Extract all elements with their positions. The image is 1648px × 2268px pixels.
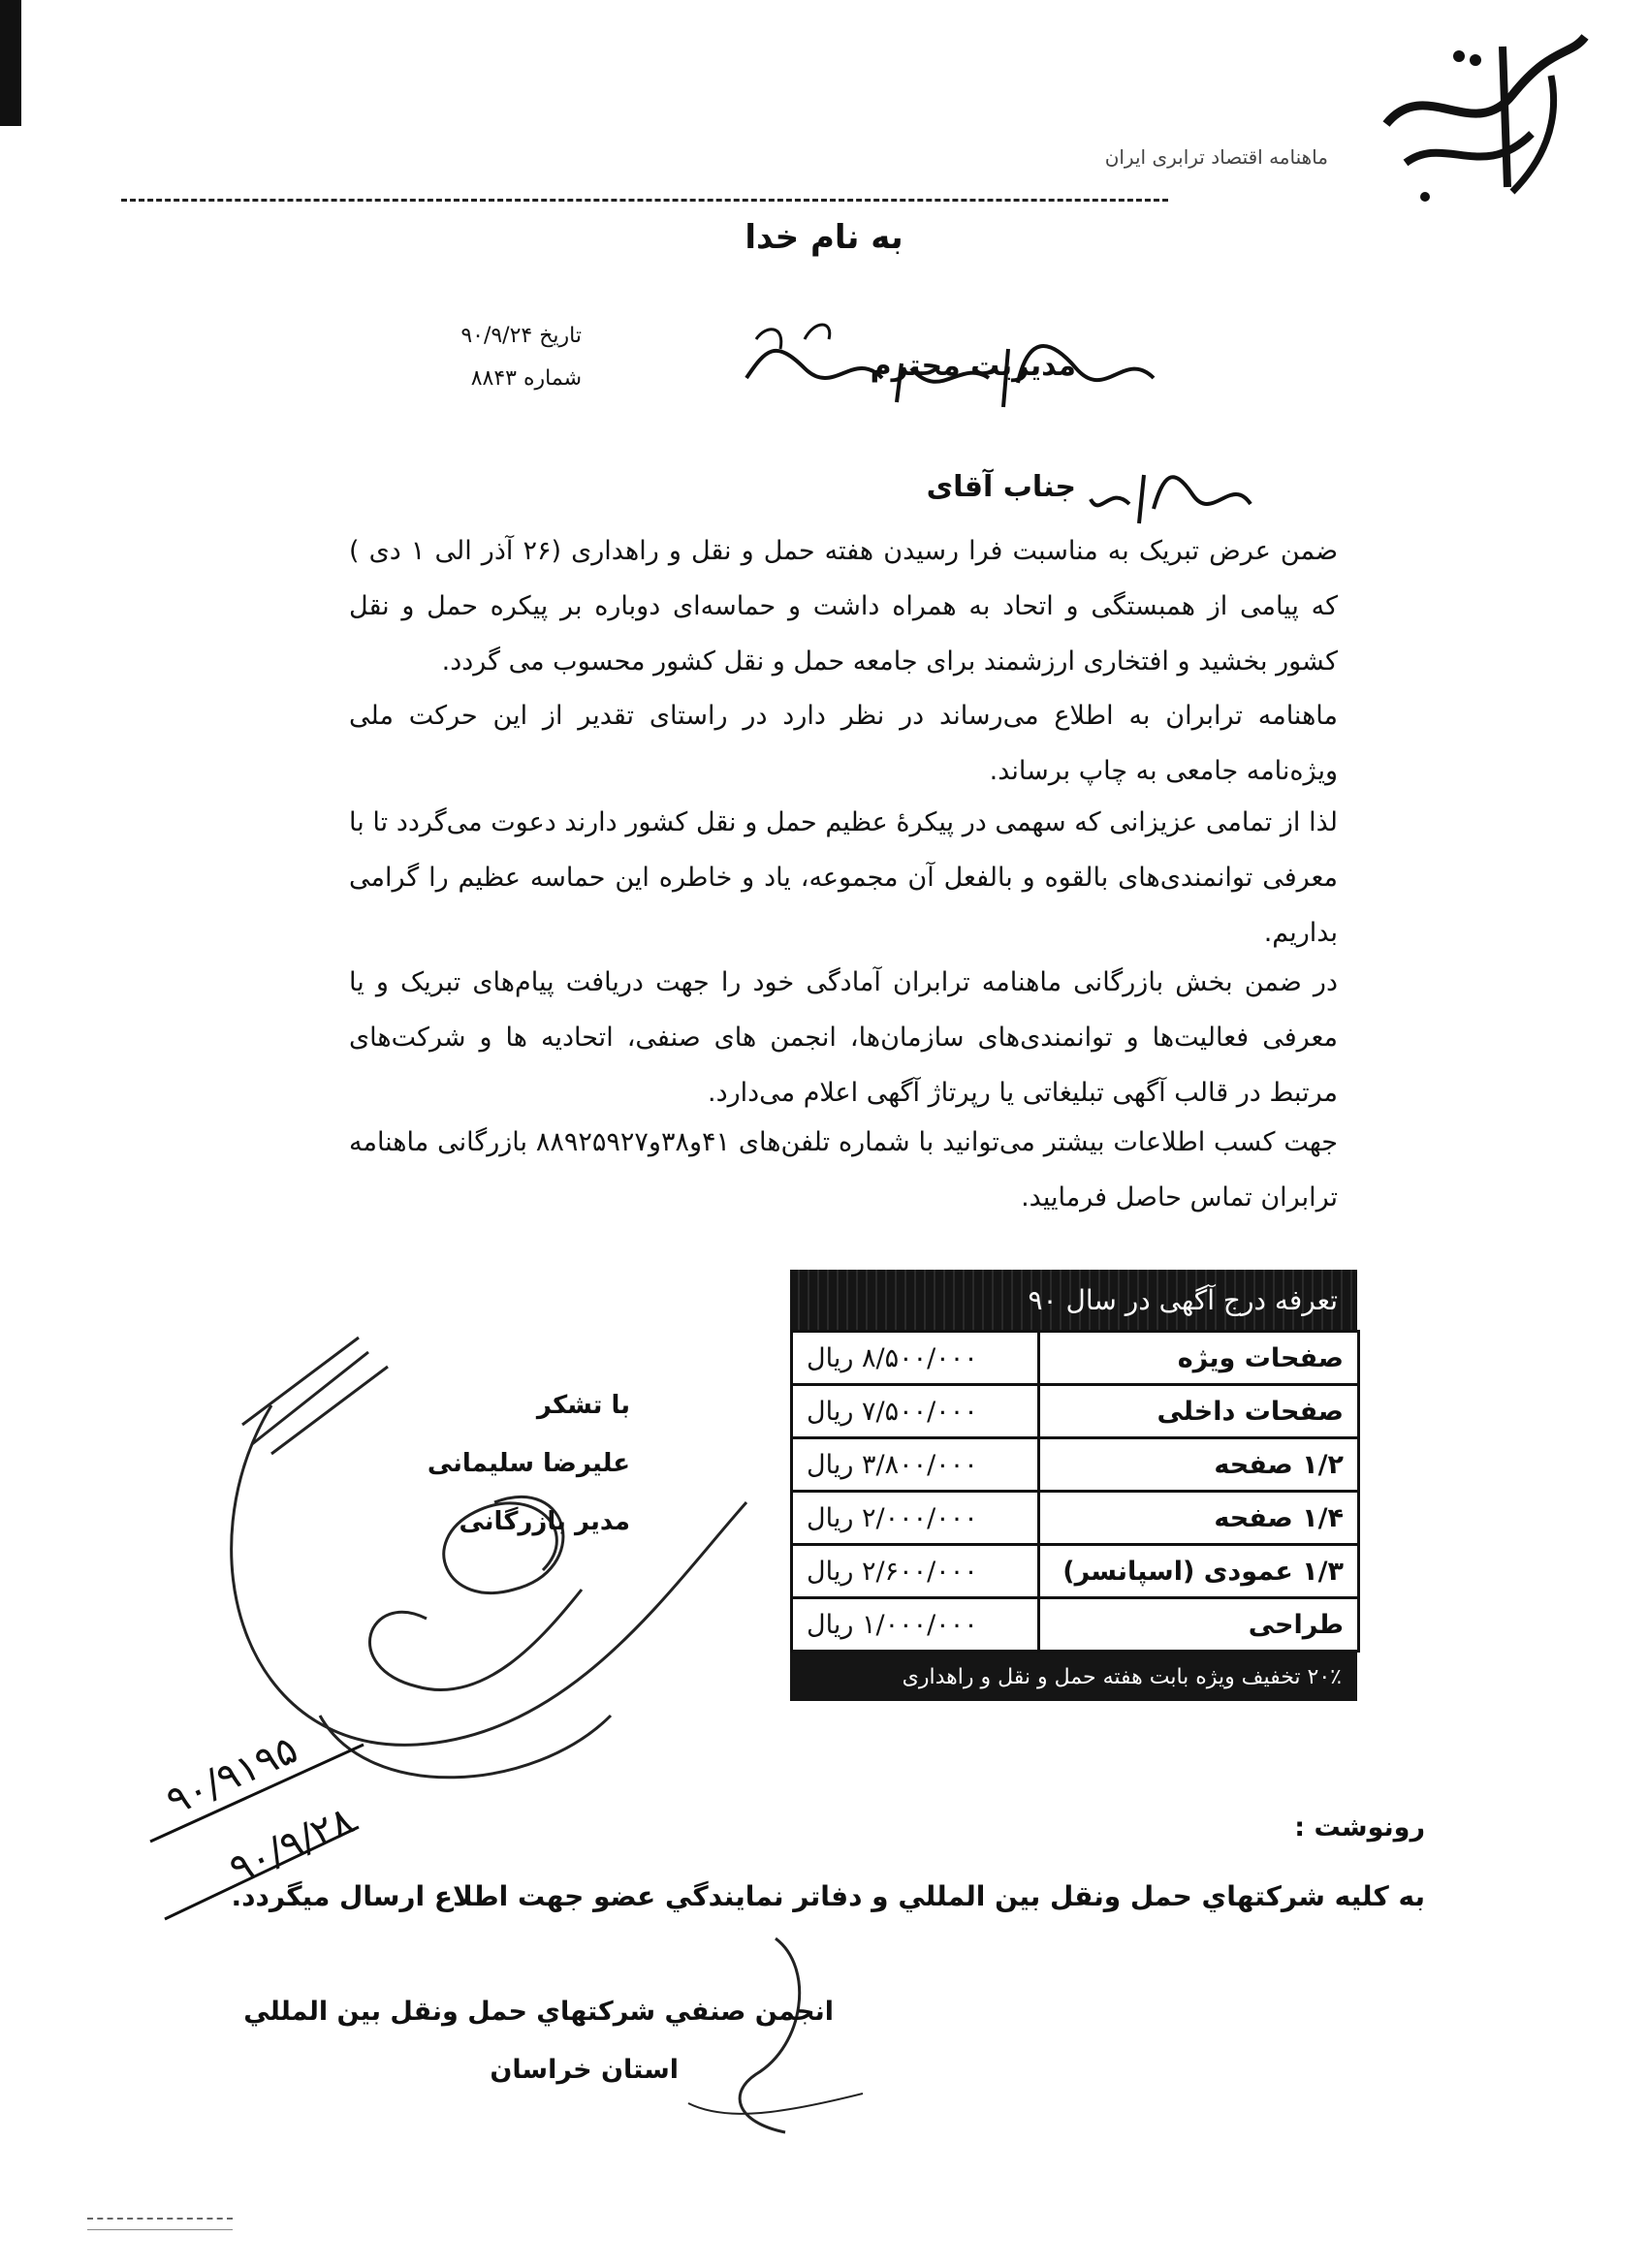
addressee-line-2: جناب آقای: [926, 470, 1076, 504]
scan-edge-mark: [0, 0, 21, 126]
paragraph-greeting: ضمن عرض تبریک به مناسبت فرا رسیدن هفته حمل و نقل و راهداری (۲۶ آذر الی ۱ دی ) که پیامی از همبستگی و اتحاد به همراه داشت و حماسه‌ای دوباره بر پیکره حمل و نقل کشور بخشید و افتخاری ارزشمند برای جامعه حمل و نقل کشور محسوب می گردد.: [349, 536, 1338, 677]
ad-rates-discount: ۲۰٪ تخفیف ویژه بابت هفته حمل و نقل و راهداری: [790, 1653, 1357, 1701]
cc-label: رونوشت :: [1294, 1812, 1425, 1843]
rate-row: [792, 1385, 1359, 1438]
rate-price: ۲/۰۰۰/۰۰۰ ریال: [792, 1492, 1039, 1545]
rate-price: ۲/۶۰۰/۰۰۰ ریال: [792, 1545, 1039, 1598]
ad-rates-box: [790, 1270, 1357, 1701]
signature-block: [339, 1376, 630, 1551]
ad-rates-table: [790, 1330, 1360, 1653]
rate-item: ۱/۴ صفحه: [1039, 1492, 1359, 1545]
rate-item: طراحی: [1039, 1598, 1359, 1652]
rate-row: [792, 1598, 1359, 1652]
paragraph-commercial: در ضمن بخش بازرگانی ماهنامه ترابران آمادگی خود را جهت دریافت پیام‌های تبریک و یا معرفی فعالیت‌ها و توانمندی‌های سازمان‌ها، انجمن های صنفی، اتحادیه ها و شرکت‌های مرتبط در قالب آگهی تبلیغاتی یا رپرتاژ آگهی اعلام می‌دارد.: [349, 967, 1338, 1108]
signature-thanks: با تشکر: [536, 1391, 630, 1420]
handwritten-addressee: [737, 310, 1163, 426]
signer-name: علیرضا سلیمانی: [427, 1449, 630, 1478]
sender-organization: انجمن صنفي شرکتهاي حمل ونقل بين المللي: [243, 1997, 834, 2027]
rate-item: صفحات ویژه: [1039, 1332, 1359, 1385]
rate-item: ۱/۳ عمودی (اسپانسر): [1039, 1545, 1359, 1598]
handwritten-recipient-name: [1086, 456, 1260, 533]
rate-row: [792, 1545, 1359, 1598]
footer-rule-2: [87, 2229, 233, 2230]
traberan-logo: [1367, 17, 1600, 211]
rate-price: ۳/۸۰۰/۰۰۰ ریال: [792, 1438, 1039, 1492]
number-line: شماره ۸۸۴۳: [470, 366, 582, 391]
addressee-line-1: مدیریت محترم: [870, 349, 1076, 383]
signer-title: مدیر بازرگانی: [459, 1507, 630, 1536]
rate-row: [792, 1332, 1359, 1385]
paragraph-announcement: ماهنامه ترابران به اطلاع می‌رساند در نظر دارد در راستای تقدیر از این حرکت ملی ویژه‌نامه جامعی به چاپ برساند.: [349, 701, 1338, 786]
received-number: ۹۰/۹۱۹۵: [160, 1727, 304, 1825]
rate-row: [792, 1438, 1359, 1492]
bismillah: به نام خدا: [745, 218, 903, 257]
rate-price: ۷/۵۰۰/۰۰۰ ریال: [792, 1385, 1039, 1438]
header-rule: [121, 199, 1168, 202]
sender-province: استان خراسان: [490, 2055, 679, 2085]
rate-row: [792, 1492, 1359, 1545]
rate-price: ۸/۵۰۰/۰۰۰ ریال: [792, 1332, 1039, 1385]
letter-meta: [388, 315, 582, 400]
footer-rule: [87, 2218, 233, 2220]
sender-signature: [669, 1929, 882, 2152]
rate-item: ۱/۲ صفحه: [1039, 1438, 1359, 1492]
letterhead-subtitle: ماهنامه اقتصاد ترابری ایران: [1104, 145, 1328, 169]
paragraph-invitation: لذا از تمامی عزیزانی که سهمی در پیکرهٔ عظیم حمل و نقل کشور دارند دعوت می‌گردد تا با معرفی توانمندی‌های بالقوه و بالفعل آن مجموعه، یاد و خاطره این حماسه عظیم را گرامی بداریم.: [349, 807, 1338, 948]
date-line: تاریخ ۹۰/۹/۲۴: [460, 324, 582, 348]
received-date: ۹۰/۹/۲۸: [223, 1798, 361, 1893]
ad-rates-title: تعرفه درج آگهی در سال ۹۰: [790, 1270, 1357, 1330]
rate-price: ۱/۰۰۰/۰۰۰ ریال: [792, 1598, 1039, 1652]
cc-text: به کليه شرکتهاي حمل ونقل بين المللي و دفاتر نمايندگي عضو جهت اطلاع ارسال ميگردد.: [231, 1880, 1425, 1912]
rate-item: صفحات داخلی: [1039, 1385, 1359, 1438]
paragraph-contact: جهت کسب اطلاعات بیشتر می‌توانید با شماره تلفن‌های ۴۱و۳۸و۸۸۹۲۵۹۲۷ بازرگانی ماهنامه ترابران تماس حاصل فرمایید.: [349, 1127, 1339, 1213]
